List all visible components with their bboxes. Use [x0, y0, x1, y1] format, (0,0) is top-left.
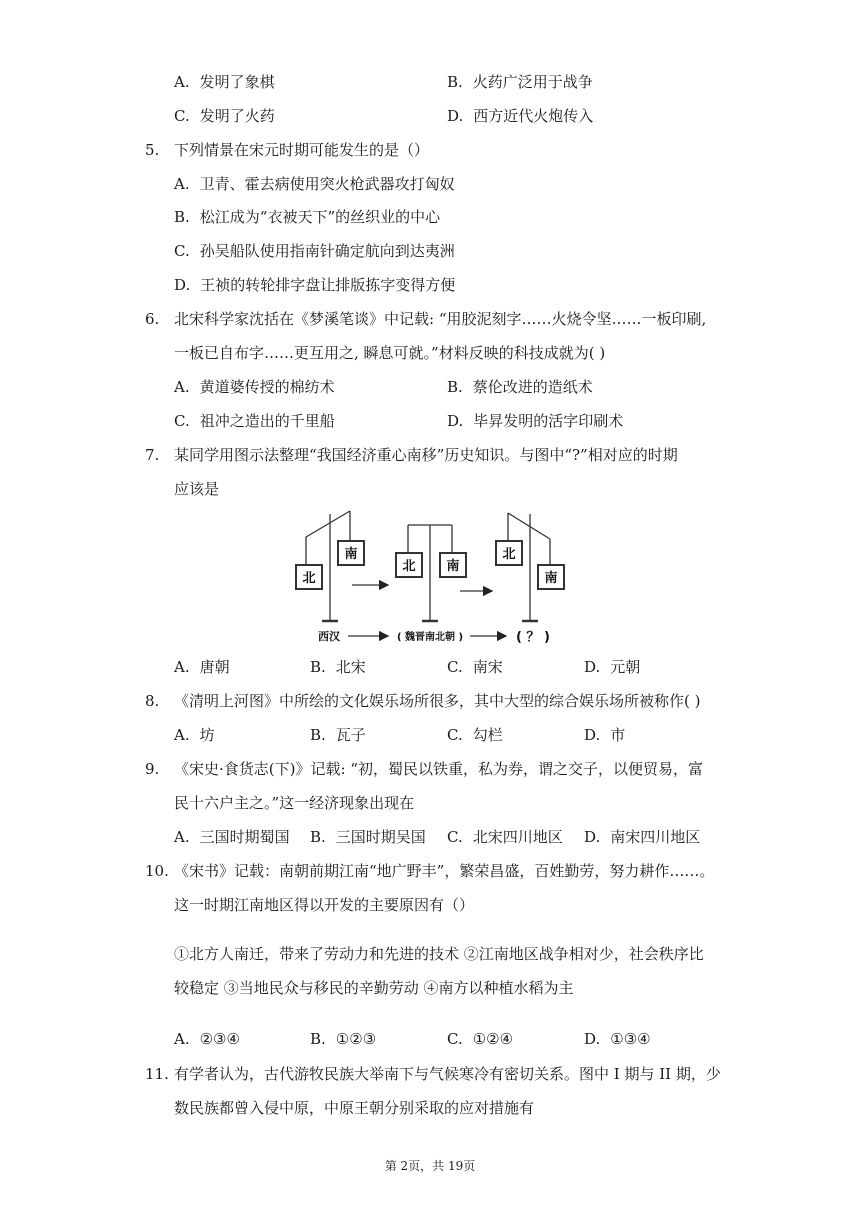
- q10-option-a: A. ②③④: [174, 1030, 240, 1048]
- q10-option-d: D. ①③④: [584, 1030, 651, 1048]
- q7-option-a: A. 唐朝: [174, 658, 230, 676]
- q9-number: 9.: [145, 760, 160, 778]
- q4-option-c: C. 发明了火药: [174, 107, 275, 125]
- q9-option-a: A. 三国时期蜀国: [174, 828, 290, 846]
- q4-option-b: B. 火药广泛用于战争: [447, 73, 593, 91]
- q8-option-a: A. 坊: [174, 726, 215, 744]
- economic-center-shift-diagram: [292, 509, 572, 649]
- q6-option-d: D. 毕昇发明的活字印刷术: [447, 412, 624, 430]
- q9-option-d: D. 南宋四川地区: [584, 828, 701, 846]
- north-label-3: 北: [502, 547, 516, 562]
- q10-stem-line2: 这一时期江南地区得以开发的主要原因有（）: [174, 896, 475, 914]
- stage-label-unknown: ( ？ ): [516, 630, 550, 645]
- q8-number: 8.: [145, 692, 160, 710]
- page-footer: 第 2页，共 19页: [384, 1159, 476, 1173]
- q6-stem-line1: 北宋科学家沈括在《梦溪笔谈》中记载: “用胶泥刻字……火烧令坚……一板印刷,: [174, 310, 707, 328]
- q7-option-b: B. 北宋: [310, 658, 366, 676]
- q5-option-c: C. 孙吴船队使用指南针确定航向到达夷洲: [174, 242, 455, 260]
- q7-number: 7.: [145, 446, 160, 464]
- q6-number: 6.: [145, 310, 160, 328]
- south-label-2: 南: [446, 559, 460, 574]
- north-label-1: 北: [302, 571, 316, 586]
- north-label-2: 北: [402, 559, 416, 574]
- q4-option-a: A. 发明了象棋: [174, 73, 275, 91]
- q5-number: 5.: [145, 141, 160, 159]
- stage-label-western-han: 西汉: [318, 630, 340, 643]
- q4-option-d: D. 西方近代火炮传入: [447, 107, 594, 125]
- q7-option-c: C. 南宋: [447, 658, 503, 676]
- q5-stem: 下列情景在宋元时期可能发生的是（）: [174, 141, 430, 159]
- q7-option-d: D. 元朝: [584, 658, 641, 676]
- q5-option-a: A. 卫青、霍去病使用突火枪武器攻打匈奴: [174, 175, 455, 193]
- q10-number: 10.: [145, 862, 169, 880]
- q7-stem-line2: 应该是: [174, 480, 220, 498]
- q10-statements-line2: 较稳定 ③当地民众与移民的辛勤劳动 ④南方以种植水稻为主: [174, 979, 574, 997]
- q6-option-b: B. 蔡伦改进的造纸术: [447, 378, 593, 396]
- q8-option-c: C. 勾栏: [447, 726, 503, 744]
- stage-label-weijin: ( 魏晋南北朝 ): [396, 632, 464, 643]
- q6-option-c: C. 祖冲之造出的千里船: [174, 412, 335, 430]
- balance-unknown: [496, 513, 564, 621]
- q9-option-c: C. 北宋四川地区: [447, 828, 563, 846]
- q11-stem-line1: 有学者认为，古代游牧民族大举南下与气候寒冷有密切关系。图中 I 期与 II 期，少: [174, 1065, 721, 1083]
- q7-stem-line1: 某同学用图示法整理“我国经济重心南移”历史知识。与图中“?”相对应的时期: [174, 446, 678, 464]
- q6-option-a: A. 黄道婆传授的棉纺术: [174, 378, 335, 396]
- q10-statements-line1: ①北方人南迁，带来了劳动力和先进的技术 ②江南地区战争相对少，社会秩序比: [174, 945, 704, 963]
- q9-stem-line1: 《宋史·食货志(下)》记载: “初，蜀民以铁重，私为券，谓之交子，以便贸易，富: [174, 760, 703, 778]
- q9-option-b: B. 三国时期吴国: [310, 828, 426, 846]
- q8-stem: 《清明上河图》中所绘的文化娱乐场所很多，其中大型的综合娱乐场所被称作( ): [174, 692, 701, 710]
- q10-stem-line1: 《宋书》记载：南朝前期江南“地广野丰”，繁荣昌盛，百姓勤劳，努力耕作……。: [174, 862, 715, 880]
- q5-option-b: B. 松江成为“衣被天下”的丝织业的中心: [174, 208, 441, 226]
- q8-option-b: B. 瓦子: [310, 726, 366, 744]
- q6-stem-line2: 一板已自布字……更互用之, 瞬息可就。”材料反映的科技成就为( ): [174, 344, 606, 362]
- south-label-1: 南: [344, 547, 358, 562]
- balance-western-han: [296, 511, 364, 621]
- q10-option-b: B. ①②③: [310, 1030, 377, 1048]
- q10-option-c: C. ①②④: [447, 1030, 514, 1048]
- q8-option-d: D. 市: [584, 726, 626, 744]
- q9-stem-line2: 民十六户主之。”这一经济现象出现在: [174, 794, 415, 812]
- q11-number: 11.: [145, 1065, 169, 1083]
- south-label-3: 南: [544, 571, 558, 586]
- q5-option-d: D. 王祯的转轮排字盘让排版拣字变得方便: [174, 276, 456, 294]
- q11-stem-line2: 数民族都曾入侵中原，中原王朝分别采取的应对措施有: [174, 1099, 535, 1117]
